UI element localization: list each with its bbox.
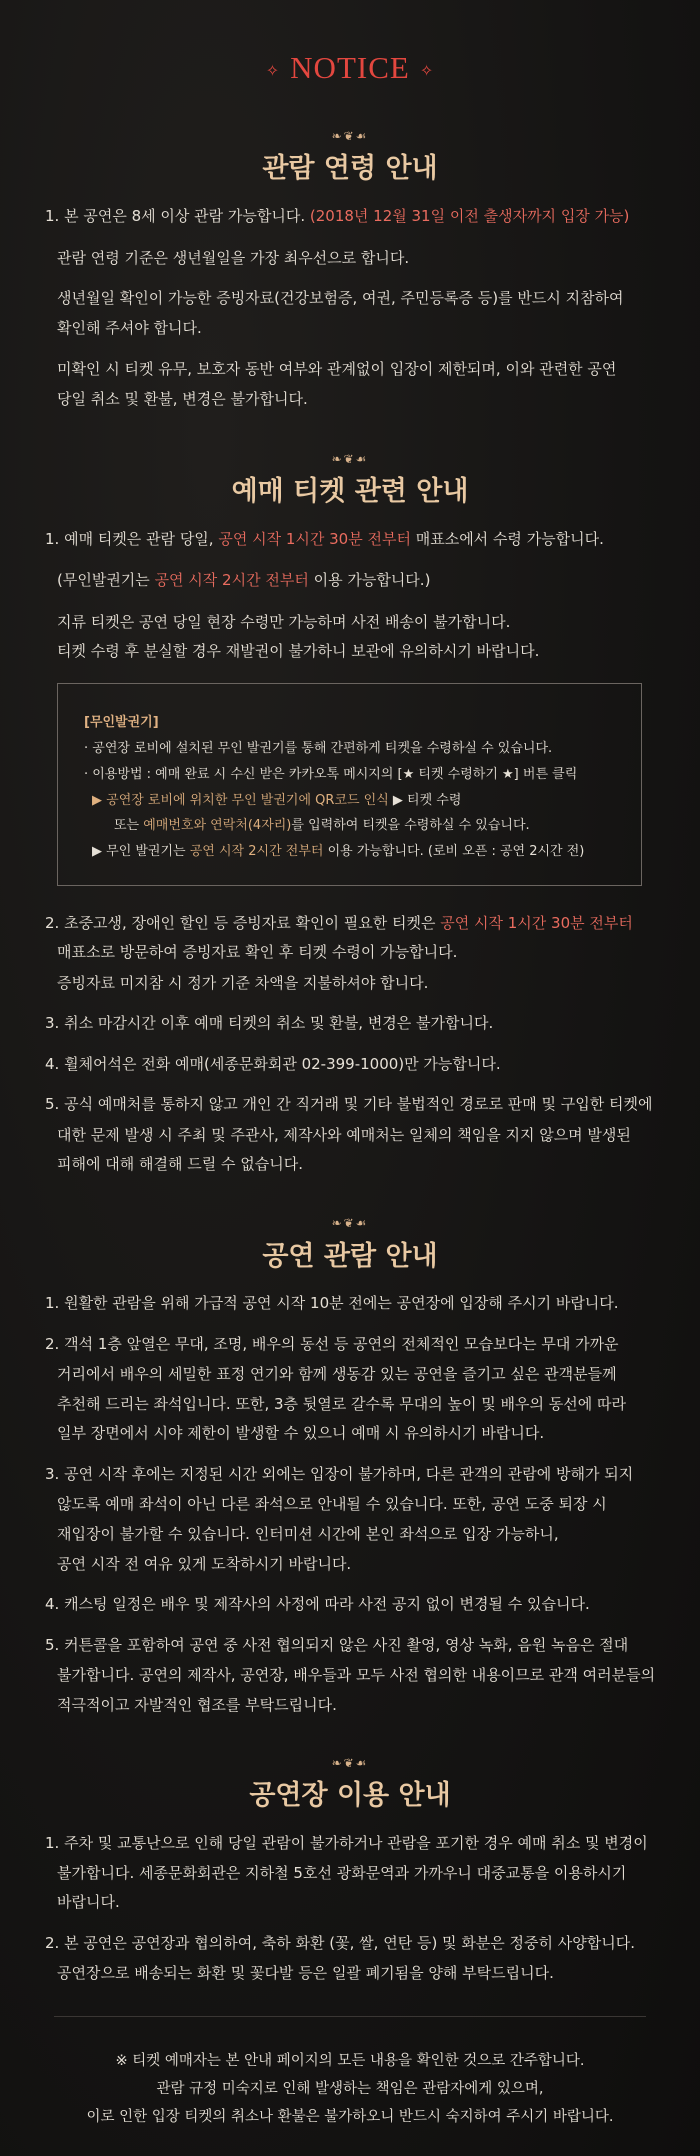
ornament-icon: ❧❦☙	[331, 129, 369, 143]
age-line-1: 1. 본 공연은 8세 이상 관람 가능합니다. (2018년 12월 31일 이전 출생자까지 입장 가능)	[45, 207, 630, 225]
viewing-line-13: 적극적이고 자발적인 협조를 부탁드립니다.	[57, 1696, 337, 1714]
ticket-line-4: 티켓 수령 후 분실할 경우 재발권이 불가하니 보관에 유의하시기 바랍니다.	[57, 642, 540, 660]
venue-line-2: 불가합니다. 세종문화회관은 지하철 5호선 광화문역과 가까우니 대중교통을 이용하시기	[57, 1864, 627, 1882]
kiosk-box-line-3: ▶ 공연장 로비에 위치한 무인 발권기에 QR코드 인식 ▶ 티켓 수령	[92, 793, 462, 808]
viewing-line-9: 공연 시작 전 여유 있게 도착하시기 바랍니다.	[57, 1555, 352, 1573]
footer-line-2: 관람 규정 미숙지로 인해 발생하는 책임은 관람자에게 있으며,	[156, 2081, 544, 2097]
sparkle-icon-left: ✧	[265, 62, 281, 80]
viewing-line-8: 재입장이 불가할 수 있습니다. 인터미션 시간에 본인 좌석으로 입장 가능하니,	[57, 1525, 559, 1543]
section-title-age: 관람 연령 안내	[262, 153, 438, 184]
section-title-viewing: 공연 관람 안내	[262, 1241, 438, 1272]
venue-line-1: 1. 주차 및 교통난으로 인해 당일 관람이 불가하거나 관람을 포기한 경우 예매 취소 및 변경이	[45, 1834, 648, 1852]
venue-line-5: 공연장으로 배송되는 화환 및 꽃다발 등은 일괄 폐기됨을 양해 부탁드립니다.	[57, 1964, 554, 1982]
kiosk-info-box	[57, 683, 642, 886]
footer-line-3: 이로 인한 입장 티켓의 취소나 환불은 불가하오니 반드시 숙지하여 주시기 바랍니다.	[86, 2109, 614, 2125]
ticket-line-5: 2. 초중고생, 장애인 할인 등 증빙자료 확인이 필요한 티켓은 공연 시작 1시간 30분 전부터	[45, 914, 633, 932]
kiosk-box-line-4: 또는 예매번호와 연락처(4자리)를 입력하여 티켓을 수령하실 수 있습니다.	[114, 818, 530, 833]
age-line-6: 당일 취소 및 환불, 변경은 불가합니다.	[57, 390, 308, 408]
ornament-icon: ❧❦☙	[331, 1756, 369, 1770]
ticket-line-12: 피해에 대해 해결해 드릴 수 없습니다.	[57, 1155, 303, 1173]
ticket-line-3: 지류 티켓은 공연 당일 현장 수령만 가능하며 사전 배송이 불가합니다.	[57, 613, 511, 631]
kiosk-box-line-5: ▶ 무인 발권기는 공연 시작 2시간 전부터 이용 가능합니다. (로비 오픈 : 공연 2시간 전)	[92, 844, 585, 859]
sparkle-icon-right: ✧	[419, 62, 435, 80]
viewing-line-12: 불가합니다. 공연의 제작사, 공연장, 배우들과 모두 사전 협의한 내용이므로 관객 여러분들의	[57, 1666, 656, 1684]
ornament-icon: ❧❦☙	[331, 1216, 369, 1230]
ticket-line-2: (무인발권기는 공연 시작 2시간 전부터 이용 가능합니다.)	[57, 571, 431, 589]
ticket-line-9: 4. 휠체어석은 전화 예매(세종문화회관 02-399-1000)만 가능합니다.	[45, 1055, 501, 1073]
footer-line-1: ※ 티켓 예매자는 본 안내 페이지의 모든 내용을 확인한 것으로 간주합니다.	[115, 2053, 585, 2069]
notice-title-text: NOTICE	[290, 50, 410, 85]
viewing-line-3: 거리에서 배우의 세밀한 표정 연기와 함께 생동감 있는 공연을 즐기고 싶은 관객분들께	[57, 1365, 617, 1383]
ticket-line-10: 5. 공식 예매처를 통하지 않고 개인 간 직거래 및 기타 불법적인 경로로 판매 및 구입한 티켓에	[45, 1095, 653, 1113]
viewing-line-5: 일부 장면에서 시야 제한이 발생할 수 있으니 예매 시 유의하시기 바랍니다.	[57, 1424, 545, 1442]
ticket-line-8: 3. 취소 마감시간 이후 예매 티켓의 취소 및 환불, 변경은 불가합니다.	[45, 1014, 494, 1032]
viewing-line-11: 5. 커튼콜을 포함하여 공연 중 사전 협의되지 않은 사진 촬영, 영상 녹화, 음원 녹음은 절대	[45, 1636, 629, 1654]
viewing-line-1: 1. 원활한 관람을 위해 가급적 공연 시작 10분 전에는 공연장에 입장해 주시기 바랍니다.	[45, 1294, 619, 1312]
ticket-line-11: 대한 문제 발생 시 주최 및 주관사, 제작사와 예매처는 일체의 책임을 지지 않으며 발생된	[57, 1126, 631, 1144]
viewing-line-10: 4. 캐스팅 일정은 배우 및 제작사의 사정에 따라 사전 공지 없이 변경될 수 있습니다.	[45, 1595, 590, 1613]
age-line-3: 생년월일 확인이 가능한 증빙자료(건강보험증, 여권, 주민등록증 등)를 반드시 지참하여	[57, 289, 624, 307]
kiosk-box-line-1: · 공연장 로비에 설치된 무인 발권기를 통해 간편하게 티켓을 수령하실 수 있습니다.	[84, 741, 553, 756]
viewing-line-2: 2. 객석 1층 앞열은 무대, 조명, 배우의 동선 등 공연의 전체적인 모습보다는 무대 가까운	[45, 1335, 619, 1353]
ticket-line-7: 증빙자료 미지참 시 정가 기준 차액을 지불하셔야 합니다.	[57, 974, 429, 992]
notice-heading	[0, 50, 700, 86]
section-title-ticket: 예매 티켓 관련 안내	[231, 476, 469, 507]
ticket-line-6: 매표소로 방문하여 증빙자료 확인 후 티켓 수령이 가능합니다.	[57, 943, 458, 961]
viewing-line-6: 3. 공연 시작 후에는 지정된 시간 외에는 입장이 불가하며, 다른 관객의 관람에 방해가 되지	[45, 1465, 634, 1483]
kiosk-box-line-2: · 이용방법 : 예매 완료 시 수신 받은 카카오톡 메시지의 [★ 티켓 수령하기 ★] 버튼 클릭	[84, 767, 578, 782]
viewing-line-4: 추천해 드리는 좌석입니다. 또한, 3층 뒷열로 갈수록 무대의 높이 및 배우의 동선에 따라	[57, 1395, 626, 1413]
age-line-4: 확인해 주셔야 합니다.	[57, 319, 202, 337]
ornament-icon: ❧❦☙	[331, 452, 369, 466]
footer-divider	[54, 2016, 646, 2017]
ticket-line-1: 1. 예매 티켓은 관람 당일, 공연 시작 1시간 30분 전부터 매표소에서 수령 가능합니다.	[45, 530, 604, 548]
kiosk-box-title: [무인발권기]	[84, 715, 159, 730]
venue-line-4: 2. 본 공연은 공연장과 협의하여, 축하 화환 (꽃, 쌀, 연탄 등) 및 화분은 정중히 사양합니다.	[45, 1934, 636, 1952]
age-line-5: 미확인 시 티켓 유무, 보호자 동반 여부와 관계없이 입장이 제한되며, 이와 관련한 공연	[57, 360, 617, 378]
venue-line-3: 바랍니다.	[57, 1893, 120, 1911]
viewing-line-7: 않도록 예매 좌석이 아닌 다른 좌석으로 안내될 수 있습니다. 또한, 공연 도중 퇴장 시	[57, 1495, 607, 1513]
section-title-venue: 공연장 이용 안내	[249, 1780, 451, 1811]
age-line-2: 관람 연령 기준은 생년월일을 가장 최우선으로 합니다.	[57, 249, 410, 267]
